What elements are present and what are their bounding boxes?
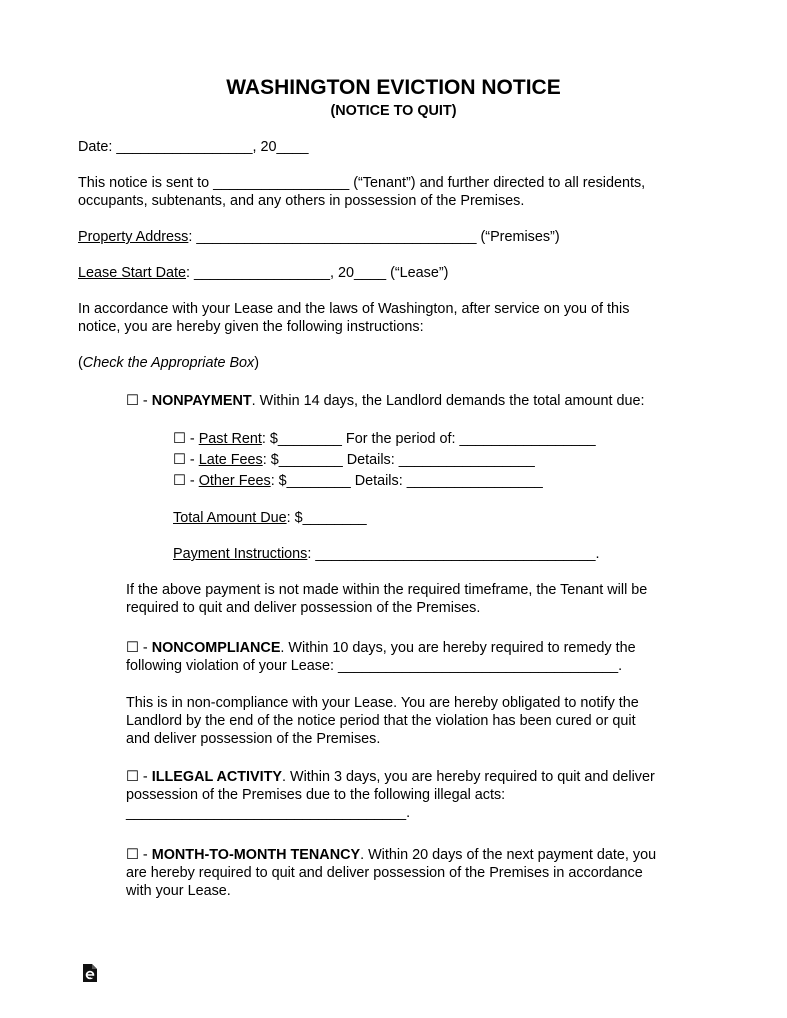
month-to-month-line-2: are hereby required to quit and deliver possession of the Premises in accordance	[126, 865, 643, 881]
lease-start-blank: : _________________, 20____ (“Lease”)	[186, 265, 449, 281]
sent-to-line-2: occupants, subtenants, and any others in possession of the Premises.	[78, 193, 525, 209]
noncompliance-para-line-1: This is in non-compliance with your Lease. You are hereby obligated to notify the	[126, 695, 639, 711]
month-to-month-checkbox[interactable]: ☐	[126, 847, 139, 863]
illegal-activity-line-2: possession of the Premises due to the following illegal acts:	[126, 787, 506, 803]
noncompliance-para-line-3: and deliver possession of the Premises.	[126, 731, 381, 747]
noncompliance-option	[126, 639, 636, 657]
month-to-month-heading: MONTH-TO-MONTH TENANCY	[151, 847, 361, 863]
illegal-activity-heading: ILLEGAL ACTIVITY	[151, 769, 283, 785]
other-fees-item	[173, 472, 543, 490]
late-fees-checkbox[interactable]: ☐	[173, 452, 186, 468]
nonpayment-option	[126, 392, 644, 410]
lease-start-label: Lease Start Date	[78, 265, 186, 281]
noncompliance-para-line-2: Landlord by the end of the notice period that the violation has been cured or quit	[126, 713, 636, 729]
other-fees-dash: -	[185, 473, 199, 489]
nonpayment-heading: NONPAYMENT	[151, 393, 252, 409]
past-rent-dash: -	[185, 431, 199, 447]
check-instruction-italic: Check the Appropriate Box	[82, 355, 255, 371]
illegal-activity-checkbox[interactable]: ☐	[126, 769, 139, 785]
accordance-line-1: In accordance with your Lease and the laws of Washington, after service on you of this	[78, 301, 630, 317]
past-rent-checkbox[interactable]: ☐	[173, 431, 186, 447]
total-amount-blank: : $________	[286, 510, 367, 526]
payment-instructions-label: Payment Instructions	[173, 546, 308, 562]
nonpayment-followup-line-1: If the above payment is not made within the required timeframe, the Tenant will be	[126, 582, 648, 598]
late-fees-label: Late Fees	[198, 452, 263, 468]
nonpayment-text: . Within 14 days, the Landlord demands the total amount due:	[251, 393, 645, 409]
nonpayment-dash: -	[138, 393, 152, 409]
total-amount-line	[173, 509, 367, 527]
noncompliance-line-2: following violation of your Lease: ___________________________________.	[126, 658, 623, 674]
check-close: )	[254, 355, 260, 371]
illegal-activity-option	[126, 768, 655, 786]
late-fees-item	[173, 451, 535, 469]
date-line	[78, 138, 308, 156]
sent-to-line-1: This notice is sent to _________________ (“Tenant”) and further directed to all residents,	[78, 175, 646, 191]
property-address-label: Property Address	[78, 229, 189, 245]
noncompliance-checkbox[interactable]: ☐	[126, 640, 139, 656]
accordance-line-2: notice, you are hereby given the following instructions:	[78, 319, 424, 335]
check-instruction	[78, 354, 259, 372]
property-address-blank: : ___________________________________ (“Premises”)	[188, 229, 560, 245]
document-title: WASHINGTON EVICTION NOTICE	[226, 76, 561, 99]
other-fees-blank: : $________ Details: _________________	[270, 473, 543, 489]
total-amount-label: Total Amount Due	[173, 510, 287, 526]
month-to-month-dash: -	[138, 847, 152, 863]
past-rent-blank: : $________ For the period of: _________________	[261, 431, 596, 447]
late-fees-blank: : $________ Details: _________________	[262, 452, 535, 468]
date-blank: _________________, 20____	[112, 139, 309, 155]
payment-instructions-blank: : ___________________________________.	[307, 546, 600, 562]
illegal-activity-text: . Within 3 days, you are hereby required to quit and deliver	[282, 769, 655, 785]
property-address-line	[78, 228, 560, 246]
month-to-month-text: . Within 20 days of the next payment date, you	[360, 847, 657, 863]
nonpayment-checkbox[interactable]: ☐	[126, 393, 139, 409]
document-subtitle: (NOTICE TO QUIT)	[330, 103, 457, 119]
late-fees-dash: -	[185, 452, 199, 468]
month-to-month-line-3: with your Lease.	[126, 883, 231, 899]
eforms-logo-icon	[80, 963, 100, 983]
past-rent-item	[173, 430, 596, 448]
other-fees-label: Other Fees	[198, 473, 271, 489]
noncompliance-dash: -	[138, 640, 152, 656]
illegal-activity-dash: -	[138, 769, 152, 785]
past-rent-label: Past Rent	[198, 431, 262, 447]
nonpayment-followup-line-2: required to quit and deliver possession of the Premises.	[126, 600, 481, 616]
month-to-month-option	[126, 846, 656, 864]
noncompliance-text: . Within 10 days, you are hereby required to remedy the	[280, 640, 636, 656]
other-fees-checkbox[interactable]: ☐	[173, 473, 186, 489]
payment-instructions-line	[173, 545, 600, 563]
illegal-activity-line-3: ___________________________________.	[126, 805, 411, 821]
noncompliance-heading: NONCOMPLIANCE	[151, 640, 281, 656]
check-open: (	[78, 355, 83, 371]
lease-start-line	[78, 264, 448, 282]
date-label: Date:	[78, 139, 113, 155]
